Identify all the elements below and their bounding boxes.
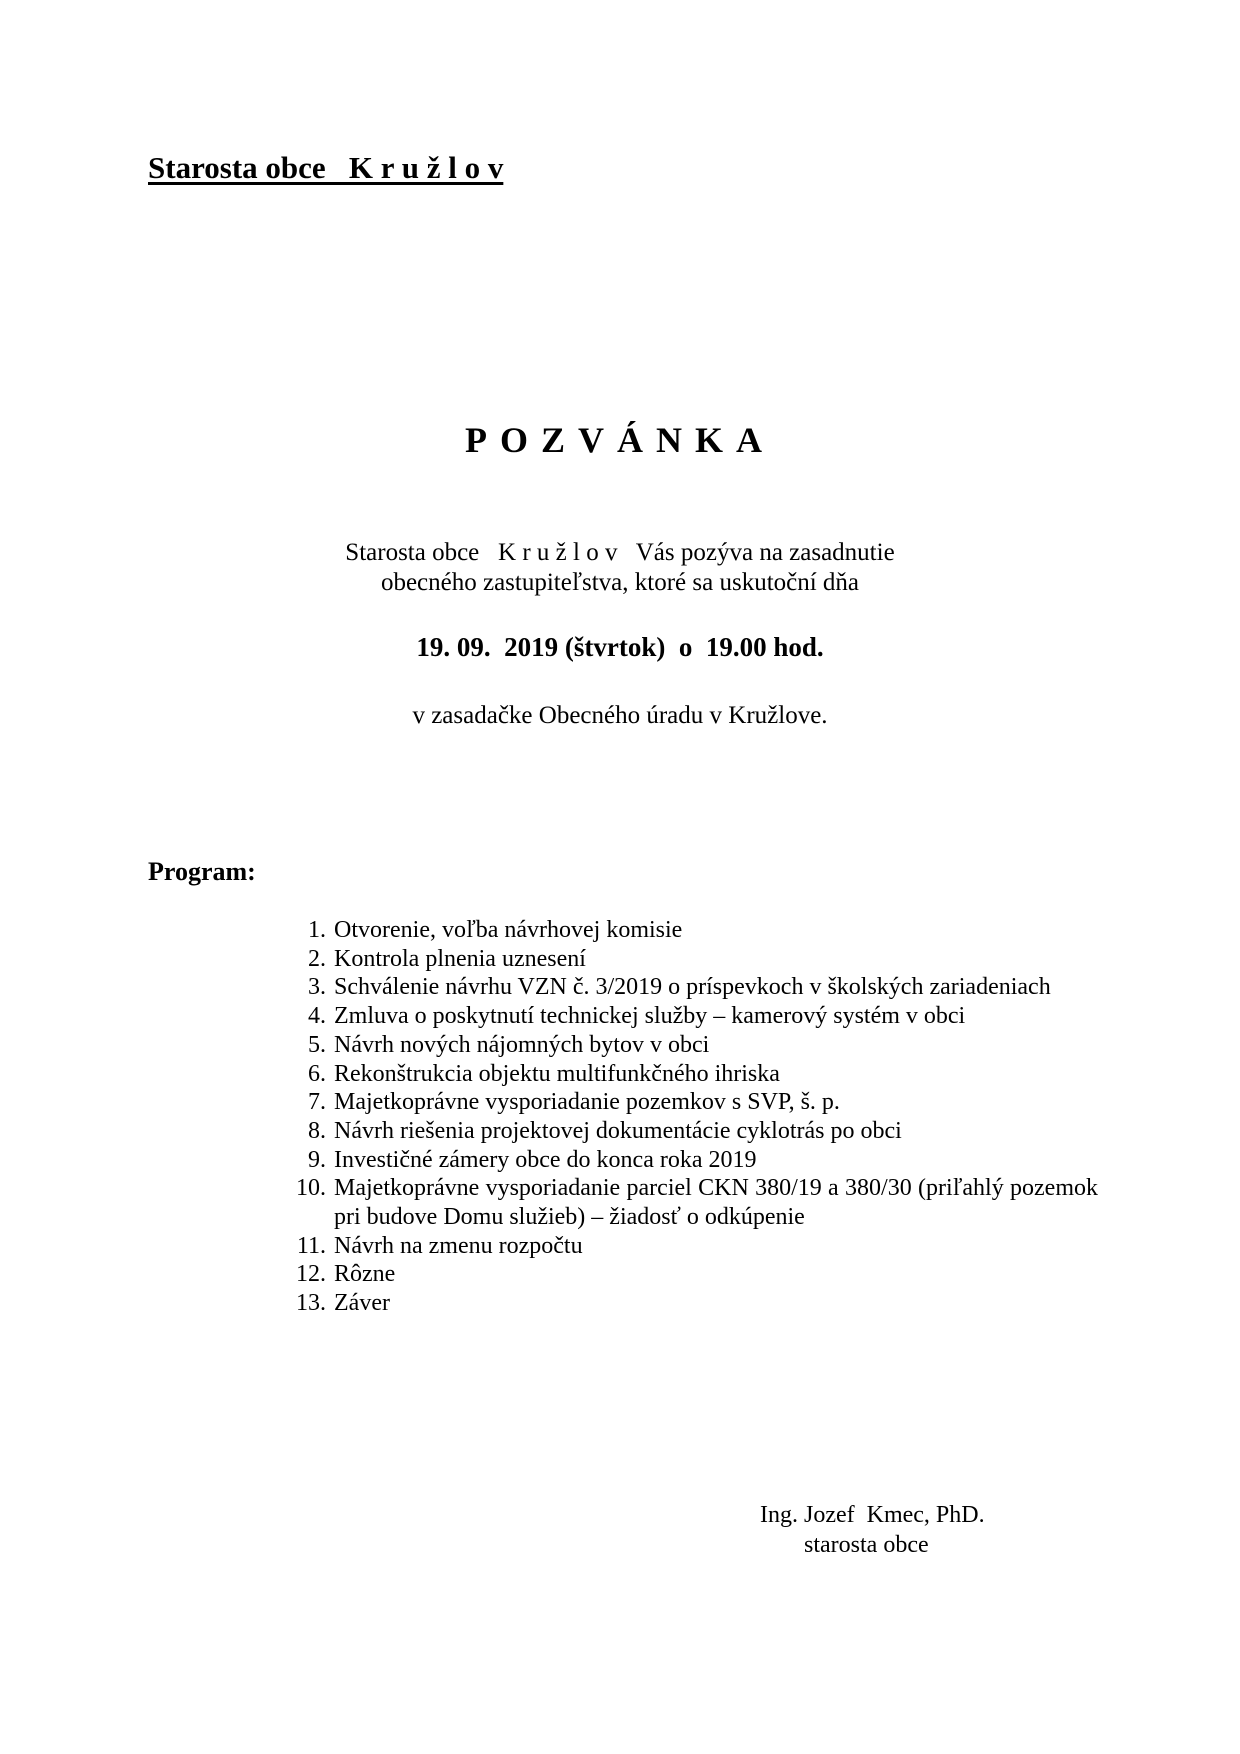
agenda-item xyxy=(290,1060,1098,1089)
signatory-name: Ing. Jozef Kmec, PhD. xyxy=(760,1502,985,1528)
agenda-item-text: Investičné zámery obce do konca roka 2019 xyxy=(334,1146,757,1173)
agenda-item-number: 9. xyxy=(308,1146,326,1173)
agenda-item xyxy=(290,916,1098,945)
agenda-item xyxy=(290,1146,1098,1175)
agenda-item-number: 3. xyxy=(308,974,326,1001)
agenda-item-text: Majetkoprávne vysporiadanie pozemkov s SVP, š. p. xyxy=(334,1089,840,1116)
agenda-item-number: 4. xyxy=(308,1003,326,1030)
program-heading: Program: xyxy=(148,857,256,886)
agenda-item-number: 10. xyxy=(296,1175,326,1202)
header-title: Starosta obce K r u ž l o v xyxy=(148,150,504,185)
agenda-item-text: Otvorenie, voľba návrhovej komisie xyxy=(334,917,683,943)
agenda-item-number: 2. xyxy=(308,945,326,972)
agenda-item-text: Návrh nových nájomných bytov v obci xyxy=(334,1031,710,1058)
agenda-item xyxy=(290,1260,1098,1289)
agenda-list xyxy=(290,916,1098,1318)
agenda-item xyxy=(290,1002,1098,1031)
agenda-item xyxy=(290,1289,1098,1318)
agenda-item-number: 5. xyxy=(308,1031,326,1058)
meeting-datetime: 19. 09. 2019 (štvrtok) o 19.00 hod. xyxy=(416,632,824,662)
meeting-place: v zasadačke Obecného úradu v Kružlove. xyxy=(412,702,828,729)
agenda-item xyxy=(290,973,1098,1002)
agenda-item xyxy=(290,1232,1098,1261)
agenda-item-text: Kontrola plnenia uznesení xyxy=(334,945,586,972)
agenda-item-number: 7. xyxy=(308,1089,326,1116)
agenda-item xyxy=(290,1117,1098,1146)
agenda-item-text: Zmluva o poskytnutí technickej služby – kamerový systém v obci xyxy=(334,1003,966,1030)
agenda-item xyxy=(290,1088,1098,1117)
signatory-role: starosta obce xyxy=(804,1532,929,1558)
agenda-item-number: 11. xyxy=(296,1232,326,1259)
agenda-item-text: Záver xyxy=(334,1290,390,1317)
signature-block xyxy=(760,1500,985,1560)
agenda-item-number: 8. xyxy=(308,1117,326,1144)
agenda-item-number: 6. xyxy=(308,1060,326,1087)
invitation-title: POZVÁNKA xyxy=(465,420,775,460)
agenda-item-text: Schválenie návrhu VZN č. 3/2019 o príspevkoch v školských zariadeniach xyxy=(334,974,1051,1001)
intro-line-1: Starosta obce K r u ž l o v Vás pozýva na zasadnutie xyxy=(345,539,895,566)
agenda-item-text: Majetkoprávne vysporiadanie parciel CKN 380/19 a 380/30 (priľahlý pozemok pri budove Domu služieb) – žiadosť o odkúpenie xyxy=(334,1175,1098,1231)
agenda-item-text: Návrh na zmenu rozpočtu xyxy=(334,1232,583,1259)
agenda-item xyxy=(290,945,1098,974)
agenda-item xyxy=(290,1174,1098,1231)
agenda-item xyxy=(290,1031,1098,1060)
agenda-item-number: 12. xyxy=(296,1261,326,1288)
invitation-intro xyxy=(0,538,1240,598)
agenda-item-text: Rôzne xyxy=(334,1261,396,1288)
intro-line-2: obecného zastupiteľstva, ktoré sa uskutoční dňa xyxy=(380,569,860,596)
agenda-item-text: Návrh riešenia projektovej dokumentácie cyklotrás po obci xyxy=(334,1117,902,1144)
agenda-item-text: Rekonštrukcia objektu multifunkčného ihriska xyxy=(334,1060,780,1087)
agenda-item-number: 1. xyxy=(308,917,326,943)
agenda-item-number: 13. xyxy=(296,1290,326,1317)
